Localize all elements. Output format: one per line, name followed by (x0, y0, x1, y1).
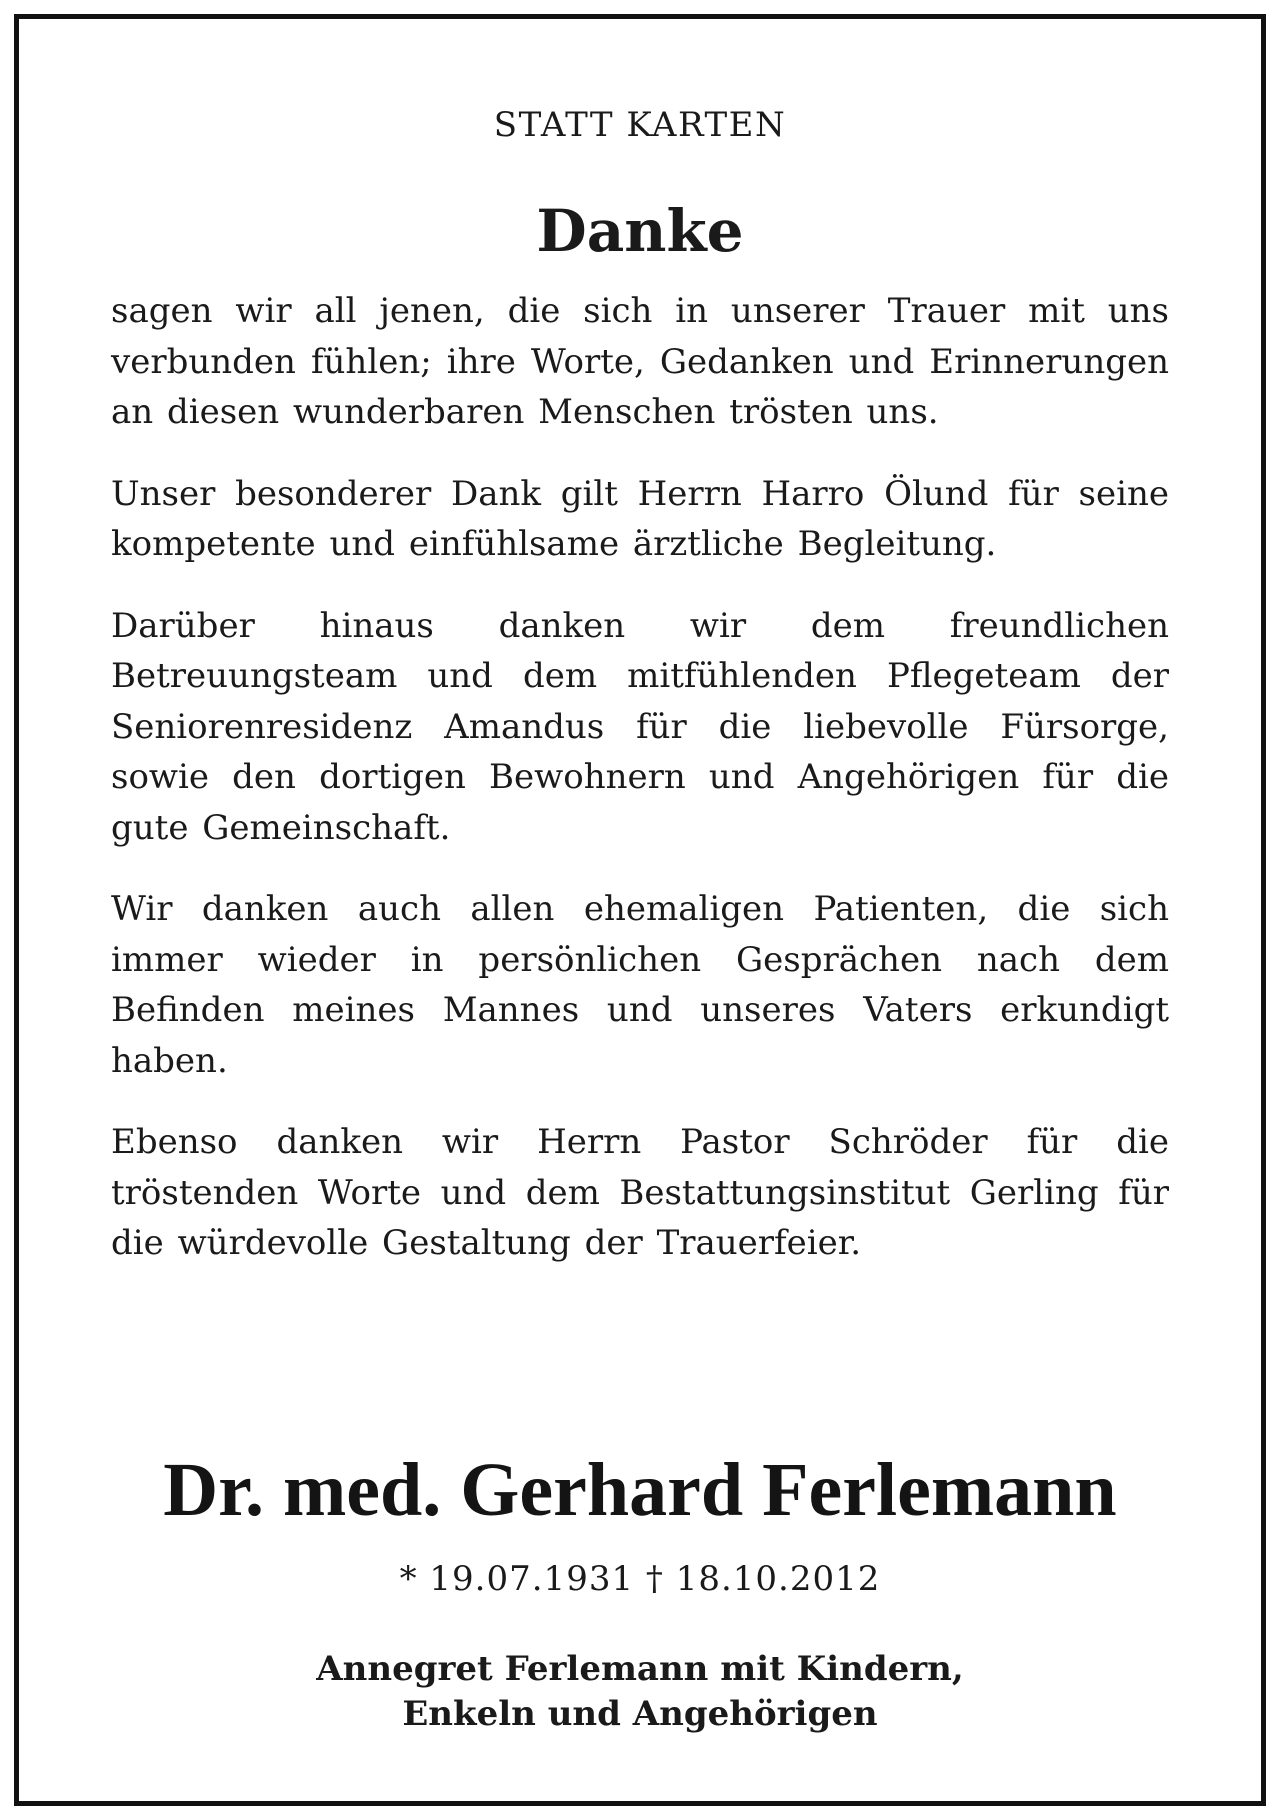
notice-frame (14, 14, 1266, 1806)
signoff (111, 1647, 1169, 1737)
life-dates: * 19.07.1931 † 18.10.2012 (399, 1559, 881, 1599)
deceased-name: Dr. med. Gerhard Ferlemann (163, 1448, 1117, 1532)
paragraph-2: Unser besonderer Dank gilt Herrn Harro Ölund für seine kompetente und einfühlsame ärztliche Begleitung. (111, 473, 1169, 564)
notice-headline: Danke (536, 197, 744, 265)
notice-content (111, 19, 1169, 1801)
signoff-line-1: Annegret Ferlemann mit Kindern, (316, 1649, 964, 1689)
paragraph-5: Ebenso danken wir Herrn Pastor Schröder für die tröstenden Worte und dem Bestattungsinstitut Gerling für die würdevolle Gestaltung der Trauerfeier. (111, 1122, 1169, 1263)
paragraph-4: Wir danken auch allen ehemaligen Patienten, die sich immer wieder in persönlichen Gesprächen nach dem Befinden meines Mannes und unseres Vaters erkundigt haben. (111, 889, 1169, 1081)
paragraph-3: Darüber hinaus danken wir dem freundlichen Betreuungsteam und dem mitfühlenden Pflegeteam der Seniorenresidenz Amandus für die liebevolle Fürsorge, sowie den dortigen Bewohnern und Angehörigen für die gute Gemeinschaft. (111, 605, 1169, 848)
paragraph-1: sagen wir all jenen, die sich in unserer Trauer mit uns verbunden fühlen; ihre Worte, Gedanken und Erinnerungen an diesen wunderbaren Menschen trösten uns. (111, 291, 1169, 432)
notice-body (111, 286, 1169, 1300)
signoff-line-2: Enkeln und Angehörigen (402, 1694, 878, 1734)
notice-kicker: STATT KARTEN (493, 105, 787, 145)
